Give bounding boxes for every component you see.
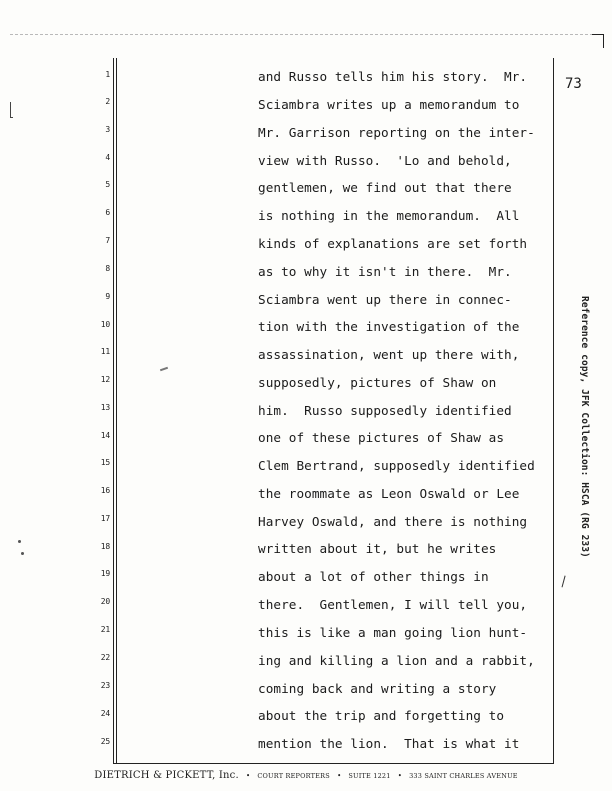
- transcript-line: ing and killing a lion and a rabbit,: [258, 653, 535, 668]
- line-number: 19: [100, 569, 110, 578]
- scan-speck: [21, 552, 24, 555]
- transcript-line: and Russo tells him his story. Mr.: [258, 69, 528, 84]
- footer-bullet: •: [337, 772, 342, 780]
- transcript-line: kinds of explanations are set forth: [258, 236, 528, 251]
- transcript-line: tion with the investigation of the: [258, 319, 520, 334]
- transcript-line: this is like a man going lion hunt-: [258, 625, 528, 640]
- transcript-line: there. Gentlemen, I will tell you,: [258, 597, 528, 612]
- corner-bracket-mark: [592, 34, 604, 48]
- line-number: 8: [105, 264, 110, 273]
- pencil-mark: [160, 367, 168, 372]
- transcript-line: is nothing in the memorandum. All: [258, 208, 520, 223]
- transcript-line: about a lot of other things in: [258, 569, 489, 584]
- scan-speck: [18, 540, 21, 543]
- pen-mark: [562, 576, 570, 589]
- line-number: 25: [100, 737, 110, 746]
- left-rule-double: [113, 58, 117, 763]
- line-number: 6: [105, 208, 110, 217]
- transcript-line: Harvey Oswald, and there is nothing: [258, 514, 528, 529]
- transcript-line: mention the lion. That is what it: [258, 736, 520, 751]
- line-number: 3: [105, 125, 110, 134]
- footer-suite: SUITE 1221: [348, 772, 391, 780]
- line-number: 14: [100, 431, 110, 440]
- transcript-line: Sciambra writes up a memorandum to: [258, 97, 520, 112]
- transcript-line: written about it, but he writes: [258, 541, 497, 556]
- line-number: 18: [100, 542, 110, 551]
- reporter-footer: [0, 770, 612, 781]
- archive-reference-note: Reference copy, JFK Collection: HSCA (RG 233): [579, 296, 590, 558]
- page-number: 73: [565, 76, 582, 92]
- line-number-column: [86, 0, 110, 791]
- transcript-line: supposedly, pictures of Shaw on: [258, 375, 497, 390]
- firm-name: DIETRICH & PICKETT, Inc.: [94, 770, 239, 781]
- line-number: 5: [105, 180, 110, 189]
- line-number: 11: [100, 347, 110, 356]
- transcript-line: one of these pictures of Shaw as: [258, 430, 505, 445]
- line-number: 21: [100, 625, 110, 634]
- line-number: 4: [105, 153, 110, 162]
- footer-address: 333 SAINT CHARLES AVENUE: [409, 772, 518, 780]
- transcript-line: gentlemen, we find out that there: [258, 180, 512, 195]
- transcript-body: [258, 0, 558, 791]
- transcript-line: Sciambra went up there in connec-: [258, 292, 512, 307]
- line-number: 17: [100, 514, 110, 523]
- line-number: 9: [105, 292, 110, 301]
- line-number: 7: [105, 236, 110, 245]
- left-margin-mark: [10, 102, 13, 118]
- line-number: 22: [100, 653, 110, 662]
- line-number: 1: [105, 70, 110, 79]
- transcript-line: the roommate as Leon Oswald or Lee: [258, 486, 520, 501]
- line-number: 15: [100, 458, 110, 467]
- line-number: 20: [100, 597, 110, 606]
- footer-court-reporters: COURT REPORTERS: [257, 772, 330, 780]
- transcript-line: Clem Bertrand, supposedly identified: [258, 458, 535, 473]
- transcript-line: him. Russo supposedly identified: [258, 403, 512, 418]
- transcript-line: coming back and writing a story: [258, 681, 497, 696]
- footer-bullet: •: [397, 772, 402, 780]
- line-number: 2: [105, 97, 110, 106]
- line-number: 12: [100, 375, 110, 384]
- line-number: 10: [100, 320, 110, 329]
- transcript-line: view with Russo. 'Lo and behold,: [258, 153, 512, 168]
- transcript-line: Mr. Garrison reporting on the inter-: [258, 125, 535, 140]
- transcript-line: about the trip and forgetting to: [258, 708, 505, 723]
- line-number: 16: [100, 486, 110, 495]
- transcript-line: as to why it isn't in there. Mr.: [258, 264, 512, 279]
- transcript-line: assassination, went up there with,: [258, 347, 520, 362]
- line-number: 13: [100, 403, 110, 412]
- line-number: 23: [100, 681, 110, 690]
- line-number: 24: [100, 709, 110, 718]
- footer-bullet: •: [246, 772, 251, 780]
